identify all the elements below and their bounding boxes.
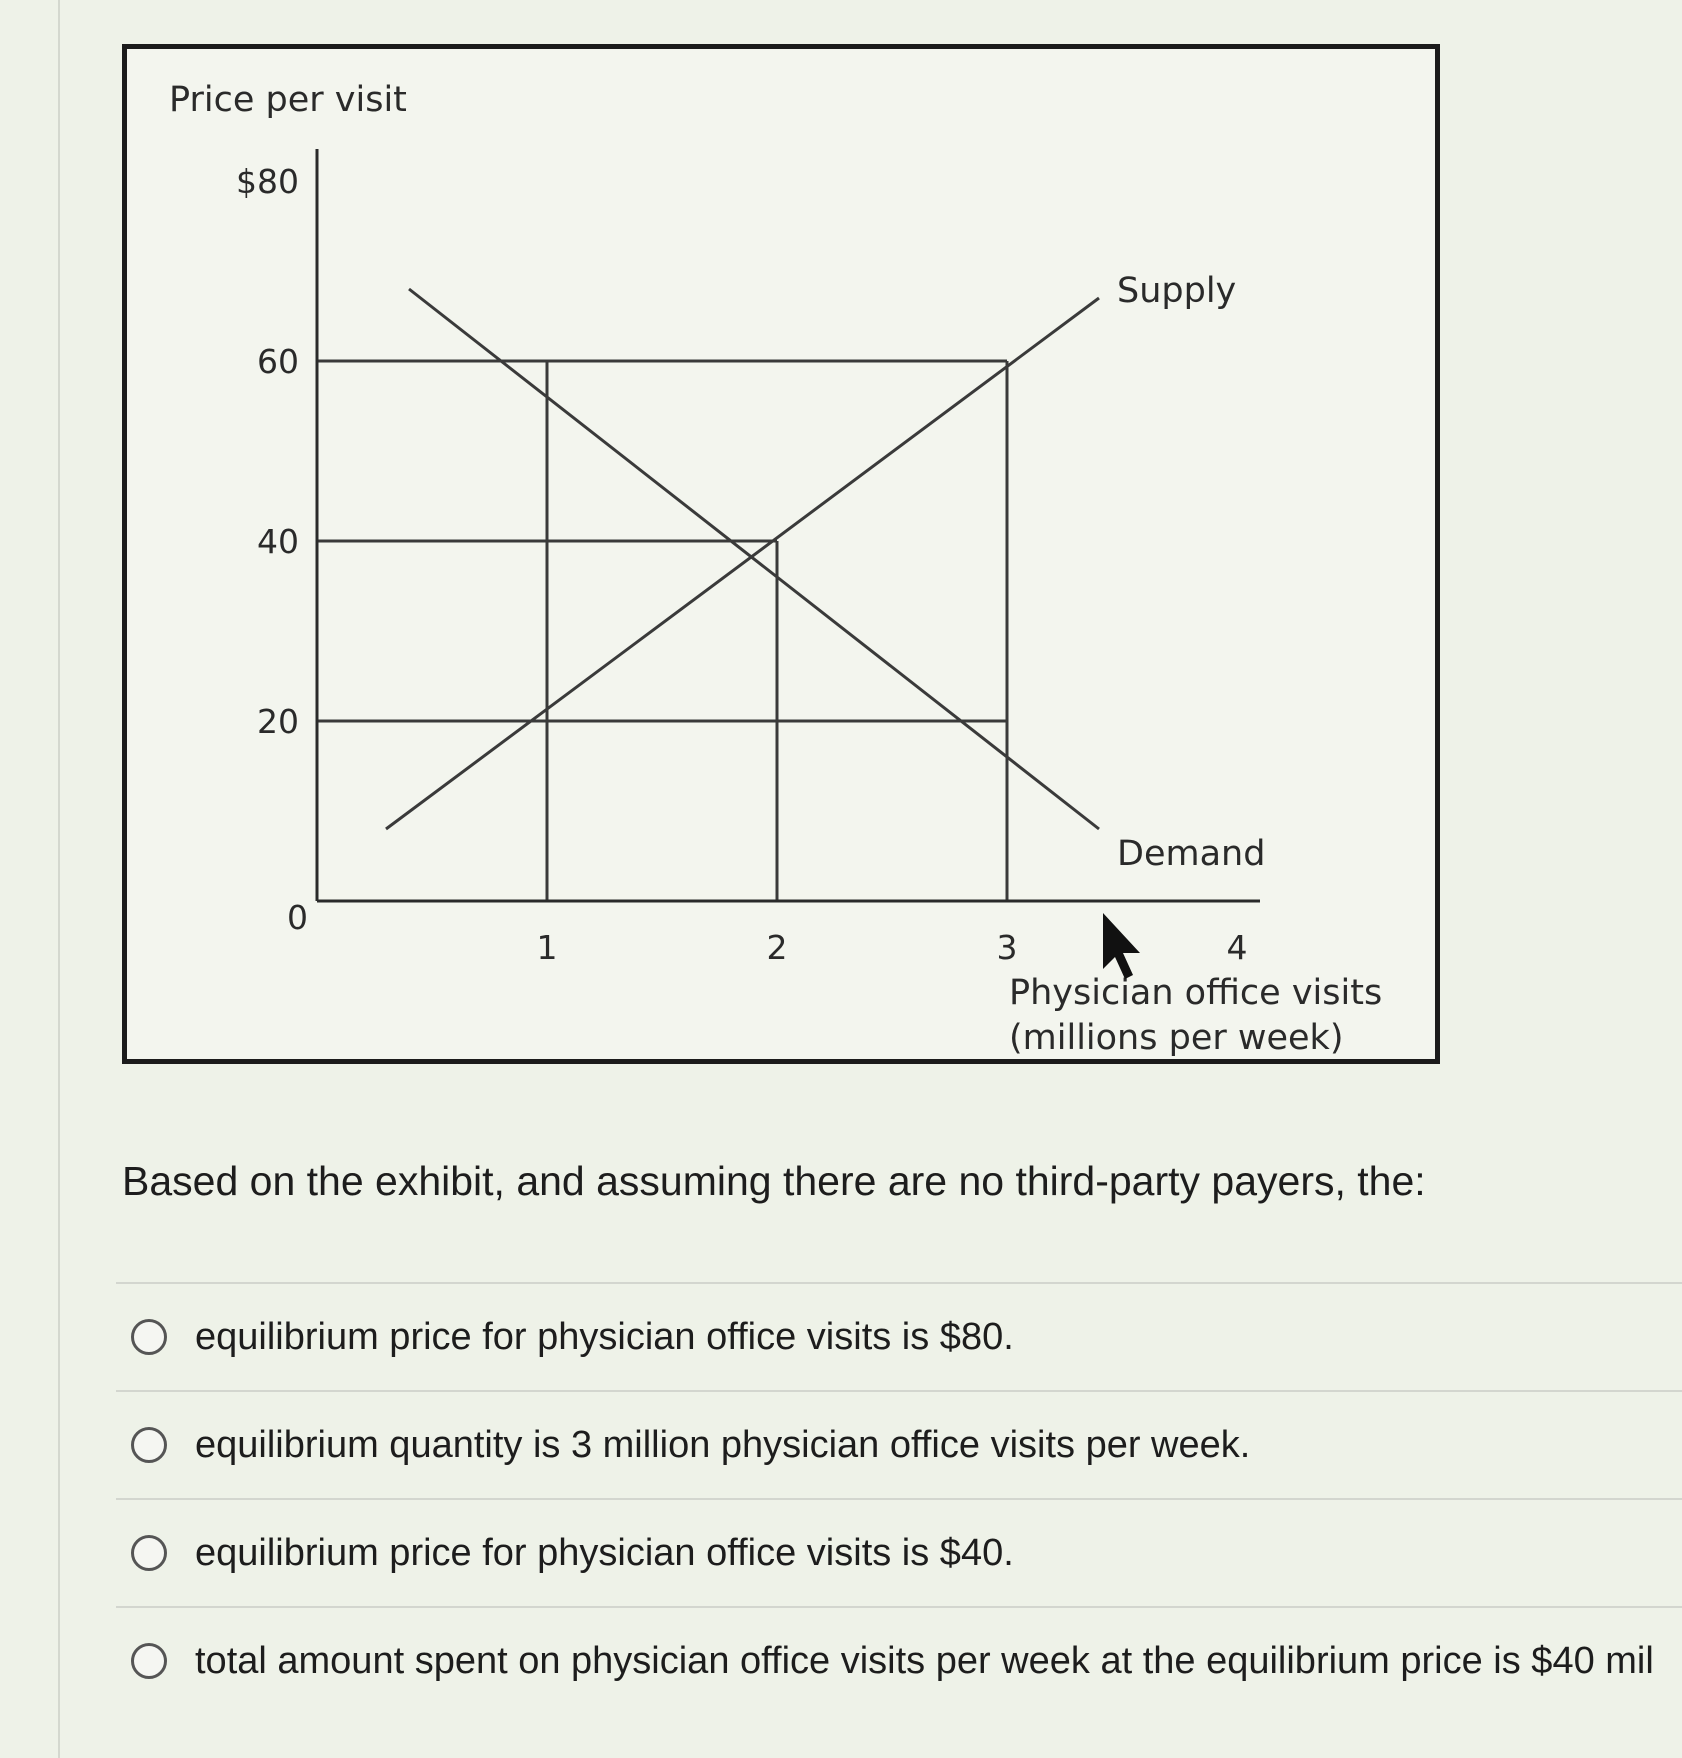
x-tick-label-1: 1: [536, 928, 558, 967]
answer-option-4[interactable]: [116, 1606, 1682, 1714]
origin-label: 0: [287, 898, 308, 937]
radio-button-4[interactable]: [131, 1643, 167, 1679]
y-tick-label-1: $80: [236, 162, 299, 201]
demand-curve: [409, 289, 1099, 829]
radio-button-1[interactable]: [131, 1319, 167, 1355]
exhibit-chart-frame: [122, 44, 1440, 1064]
supply-demand-chart: [127, 49, 1435, 1059]
answer-option-2-label: equilibrium quantity is 3 million physician office visits per week.: [195, 1423, 1251, 1466]
x-tick-label-2: 2: [766, 928, 788, 967]
radio-button-2[interactable]: [131, 1427, 167, 1463]
radio-button-3[interactable]: [131, 1535, 167, 1571]
question-text: Based on the exhibit, and assuming there are no third-party payers, the:: [122, 1158, 1426, 1204]
page-left-border: [58, 0, 60, 1758]
x-axis-title-line2: (millions per week): [1009, 1018, 1344, 1058]
answer-option-3-label: equilibrium price for physician office visits is $40.: [195, 1531, 1014, 1574]
y-tick-label-4: 20: [257, 702, 299, 741]
supply-label: Supply: [1117, 271, 1237, 311]
mouse-pointer-icon: [1103, 913, 1140, 979]
answer-option-2[interactable]: [116, 1390, 1682, 1498]
answer-option-3[interactable]: [116, 1498, 1682, 1606]
answer-options: [116, 1282, 1682, 1714]
supply-curve: [386, 298, 1099, 829]
x-tick-label-4: 4: [1226, 928, 1248, 967]
y-tick-label-2: 60: [257, 342, 299, 381]
answer-option-1-label: equilibrium price for physician office visits is $80.: [195, 1315, 1014, 1358]
y-tick-label-3: 40: [257, 522, 299, 561]
x-tick-label-3: 3: [996, 928, 1018, 967]
y-axis-title: Price per visit: [169, 80, 407, 120]
answer-option-4-label: total amount spent on physician office visits per week at the equilibrium price is $40 mil: [195, 1639, 1654, 1682]
answer-option-1[interactable]: [116, 1282, 1682, 1390]
demand-label: Demand: [1117, 834, 1266, 874]
x-axis-title-line1: Physician office visits: [1009, 973, 1383, 1013]
